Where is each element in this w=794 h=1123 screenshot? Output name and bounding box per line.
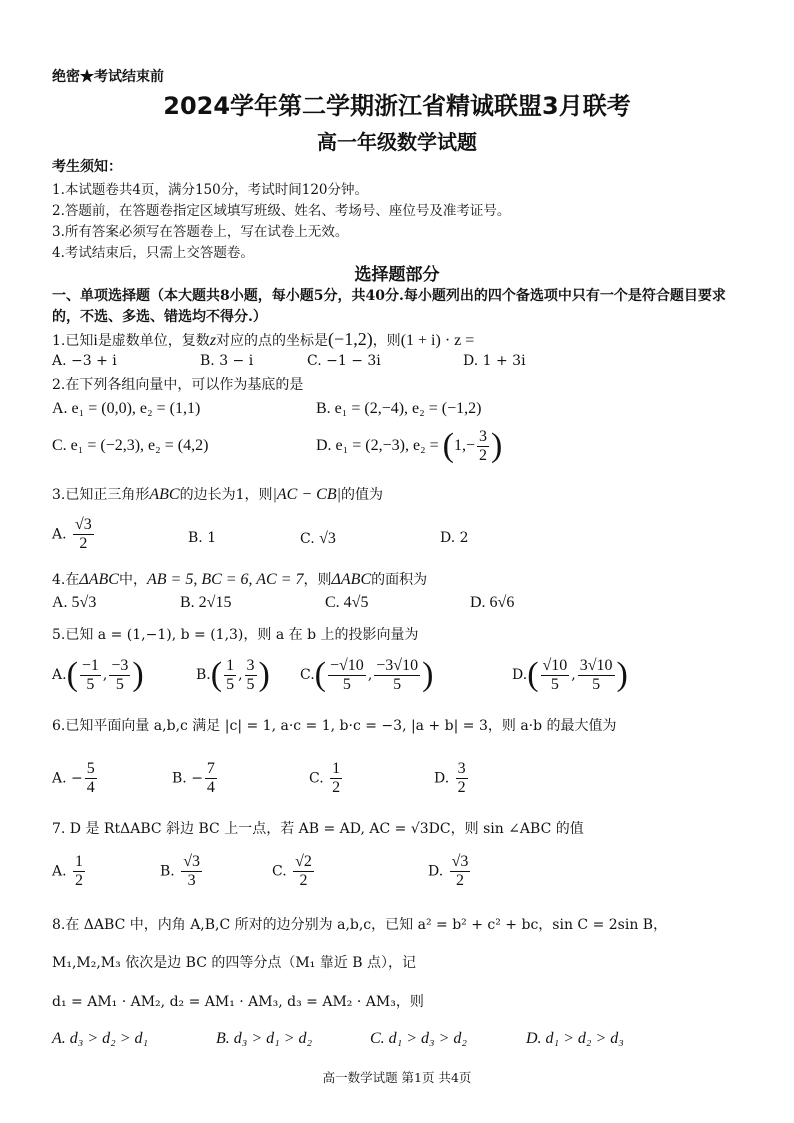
question-6-option-b: B. − $\frac{7}{4}$ bbox=[172, 760, 215, 796]
question-6-option-c: C. $\frac{1}{2}$ bbox=[309, 760, 341, 796]
question-7-option-c: C. $\frac{√2}{2}$ bbox=[272, 853, 312, 889]
question-3-option-d: D. 2 bbox=[440, 530, 469, 546]
notice-item: 3.所有答案必须写在答题卷上，写在试卷上无效。 bbox=[52, 224, 349, 240]
question-2-option-c: C. e₁ = (−2,3), e₂ = (4,2) bbox=[52, 437, 209, 454]
notice-item: 1.本试题卷共4页，满分150分，考试时间120分钟。 bbox=[52, 182, 369, 198]
notice-item: 2.答题前，在答题卷指定区域填写班级、姓名、考场号、座位号及准考证号。 bbox=[52, 203, 511, 219]
part-heading: 一、单项选择题（本大题共8小题，每小题5分，共40分.每小题列出的四个备选项中只有一个是符合题目要求的，不选、多选、错选均不得分.） bbox=[52, 288, 726, 325]
question-7-option-d: D. $\frac{√3}{2}$ bbox=[428, 853, 469, 889]
notice-item: 4.考试结束后，只需上交答题卷。 bbox=[52, 245, 254, 261]
question-8-option-a: A. d₃ > d₂ > d₁ bbox=[52, 1030, 149, 1047]
question-8-option-c: C. d₁ > d₃ > d₂ bbox=[370, 1030, 467, 1047]
question-6-stem: 6.已知平面向量 a,b,c 满足 |c| = 1, a·c = 1, b·c = −3, |a + b| = 3，则 a·b 的最大值为 bbox=[52, 718, 617, 734]
question-4-option-a: A. 5√3 bbox=[52, 594, 97, 611]
question-4-stem: 4.在ΔABC中，AB = 5, BC = 6, AC = 7，则ΔABC的面积为 bbox=[52, 571, 428, 588]
question-2-option-a: A. e₁ = (0,0), e₂ = (1,1) bbox=[52, 400, 201, 417]
question-5-stem: 5.已知 a = (1,−1), b = (1,3)，则 a 在 b 上的投影向量为 bbox=[52, 627, 419, 643]
question-4-option-b: B. 2√15 bbox=[180, 594, 232, 611]
question-8-line-2: M₁,M₂,M₃ 依次是边 BC 的四等分点（M₁ 靠近 B 点），记 bbox=[52, 955, 416, 971]
notice-heading: 考生须知： bbox=[52, 159, 122, 175]
confidential-label: 绝密★考试结束前 bbox=[52, 69, 164, 85]
question-4-option-c: C. 4√5 bbox=[325, 594, 369, 611]
question-3-stem: 3.已知正三角形ABC的边长为1，则|AC − CB|的值为 bbox=[52, 486, 383, 503]
question-2-option-b: B. e₁ = (2,−4), e₂ = (−1,2) bbox=[316, 400, 482, 417]
question-1-option-b: B. 3 − i bbox=[200, 353, 254, 369]
question-7-stem: 7. D 是 RtΔABC 斜边 BC 上一点，若 AB = AD, AC = √3DC，则 sin ∠ABC 的值 bbox=[52, 821, 584, 837]
question-7-option-a: A. $\frac{1}{2}$ bbox=[52, 853, 84, 889]
question-7-option-b: B. $\frac{√3}{3}$ bbox=[160, 853, 200, 889]
question-6-option-a: A. − $\frac{5}{4}$ bbox=[52, 760, 95, 796]
question-1-stem: 1.已知i是虚数单位，复数z对应的点的坐标是(−1,2)，则(1 + i) · z = bbox=[52, 329, 475, 349]
question-3-option-b: B. 1 bbox=[188, 530, 217, 546]
question-8-line-1: 8.在 ΔABC 中，内角 A,B,C 所对的边分别为 a,b,c，已知 a² = b² + c² + bc，sin C = 2sin B， bbox=[52, 917, 668, 933]
question-6-option-d: D. $\frac{3}{2}$ bbox=[434, 760, 466, 796]
question-2-stem: 2.在下列各组向量中，可以作为基底的是 bbox=[52, 377, 304, 393]
question-4-option-d: D. 6√6 bbox=[470, 594, 515, 611]
question-5-option-c: C.( $\frac{-√10}{5}$ , $\frac{-3√10}{5}$ ) bbox=[300, 656, 434, 693]
section-title: 选择题部分 bbox=[354, 265, 440, 285]
question-8-line-3: d₁ = AM₁ · AM₂, d₂ = AM₁ · AM₃, d₃ = AM₂ · AM₃，则 bbox=[52, 994, 424, 1010]
question-2-option-d: D. e₁ = (2,−3), e₂ = (1,− $\frac{3}{2}$ ) bbox=[316, 427, 503, 464]
question-1-option-d: D. 1 + 3i bbox=[463, 353, 526, 369]
question-5-option-d: D.( $\frac{√10}{5}$ , $\frac{3√10}{5}$ ) bbox=[512, 656, 628, 693]
question-3-option-a: A. $\frac{√3}{2}$ bbox=[52, 516, 92, 552]
question-1-option-c: C. −1 − 3i bbox=[307, 353, 381, 369]
question-3-option-c: C. √3 bbox=[300, 530, 336, 547]
question-8-option-d: D. d₁ > d₂ > d₃ bbox=[526, 1030, 624, 1047]
question-1-option-a: A. −3 + i bbox=[52, 353, 117, 369]
question-5-option-a: A.( $\frac{-1}{5}$ , $\frac{-3}{5}$ ) bbox=[52, 656, 144, 693]
exam-title: 2024学年第二学期浙江省精诚联盟3月联考 bbox=[163, 92, 631, 120]
question-5-option-b: B.( $\frac{1}{5}$ , $\frac{3}{5}$ ) bbox=[196, 656, 270, 693]
exam-subtitle: 高一年级数学试题 bbox=[317, 130, 477, 154]
page-footer: 高一数学试题 第1页 共4页 bbox=[322, 1070, 472, 1085]
question-8-option-b: B. d₃ > d₁ > d₂ bbox=[216, 1030, 313, 1047]
